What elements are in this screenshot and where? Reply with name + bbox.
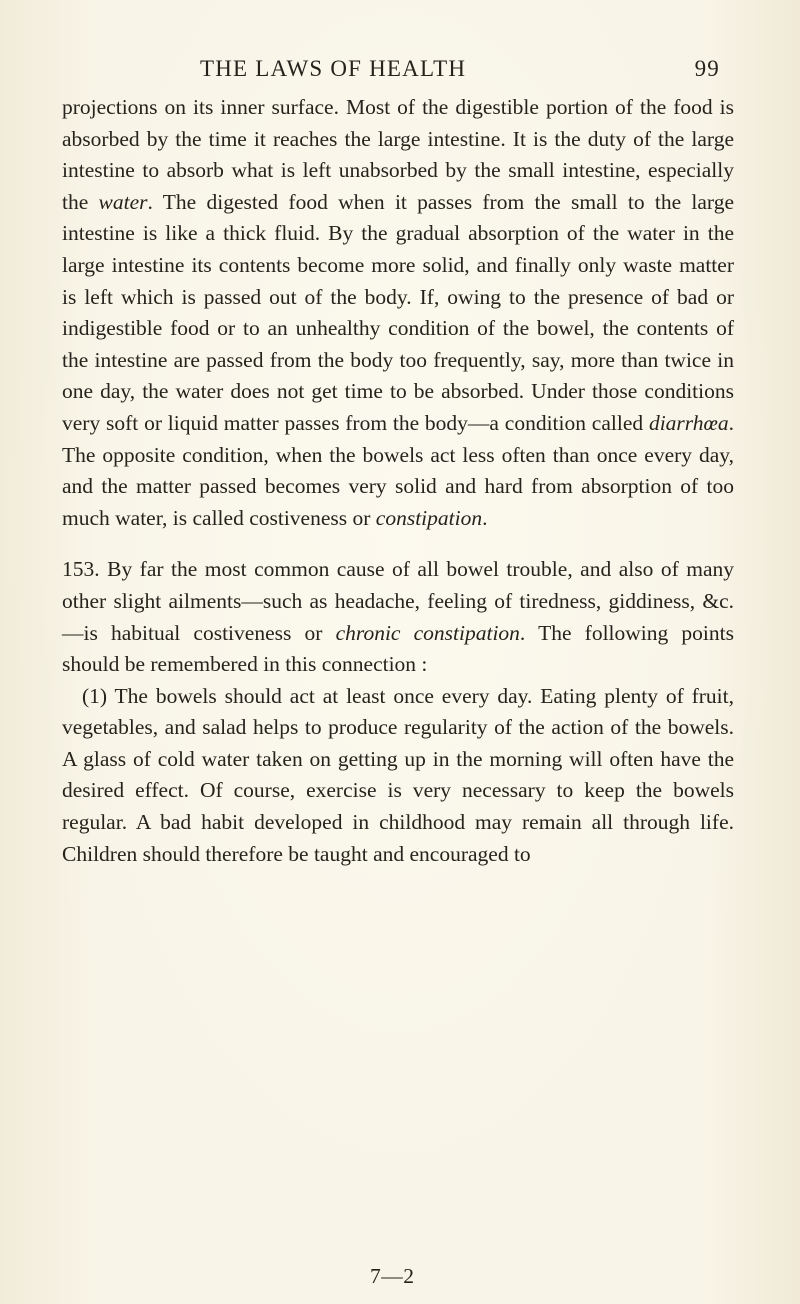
text-run: . The digested food when it passes from the small to the large intestine is like a thick fluid. By the gradual absorption of the water in the large intestine its contents become more solid, and finally only waste matter is left which is passed out of the body. If, owing to the presence of bad or indigestible food or to an unhealthy condition of the bowel, the contents of the intestine are passed from the body too frequently, say, more than twice in one day, the water does not get time to be absorbed. Under those conditions very soft or liquid matter passes from the body—a condition called — [62, 189, 734, 435]
italic-term-water: water — [98, 189, 148, 214]
paragraph-gap — [62, 534, 734, 554]
running-title: THE LAWS OF HEALTH — [200, 56, 467, 81]
paragraph-continuation — [62, 92, 734, 534]
section-number: 153. — [62, 557, 100, 582]
paragraph-point-1 — [62, 681, 734, 871]
running-head — [200, 56, 720, 86]
text-run: projections on its inner surface. Most of the digestible portion of the food is absorbed by the time it reaches the large intestine. It is the duty of the large intestine to absorb what is left unabsorbed by the small intestine, especially the — [62, 95, 734, 214]
text-run: By far the most common cause of all bowel trouble, and also of many other slight ailments—such as headache, feeling of tiredness, giddiness, &c.—is habitual costiveness or — [62, 557, 734, 645]
text-run: . The following points should be remembered in this connection : — [62, 620, 734, 677]
text-run: . The opposite condition, when the bowels act less often than once every day, and the matter passed becomes very solid and hard from absorption of too much water, is called costiveness or — [62, 410, 734, 530]
italic-term-diarrhoea: diarrhœa — [648, 410, 729, 435]
text-run: . — [482, 505, 488, 530]
text-run: (1) The bowels should act at least once every day. Eating plenty of fruit, vegetables, and salad helps to produce regularity of the action of the bowels. A glass of cold water taken on getting up in the morning will often have the desired effect. Of course, exercise is very necessary to keep the bowels regular. A bad habit developed in childhood may remain all through life. Children should therefore be taught and encouraged to — [62, 683, 734, 866]
body-text — [62, 92, 734, 870]
italic-term-chronic-constipation: chronic constipation — [335, 620, 520, 645]
paragraph-153 — [62, 554, 734, 680]
signature-mark: 7—2 — [370, 1264, 415, 1288]
page-number: 99 — [694, 56, 720, 81]
italic-term-constipation: constipation — [375, 505, 483, 530]
